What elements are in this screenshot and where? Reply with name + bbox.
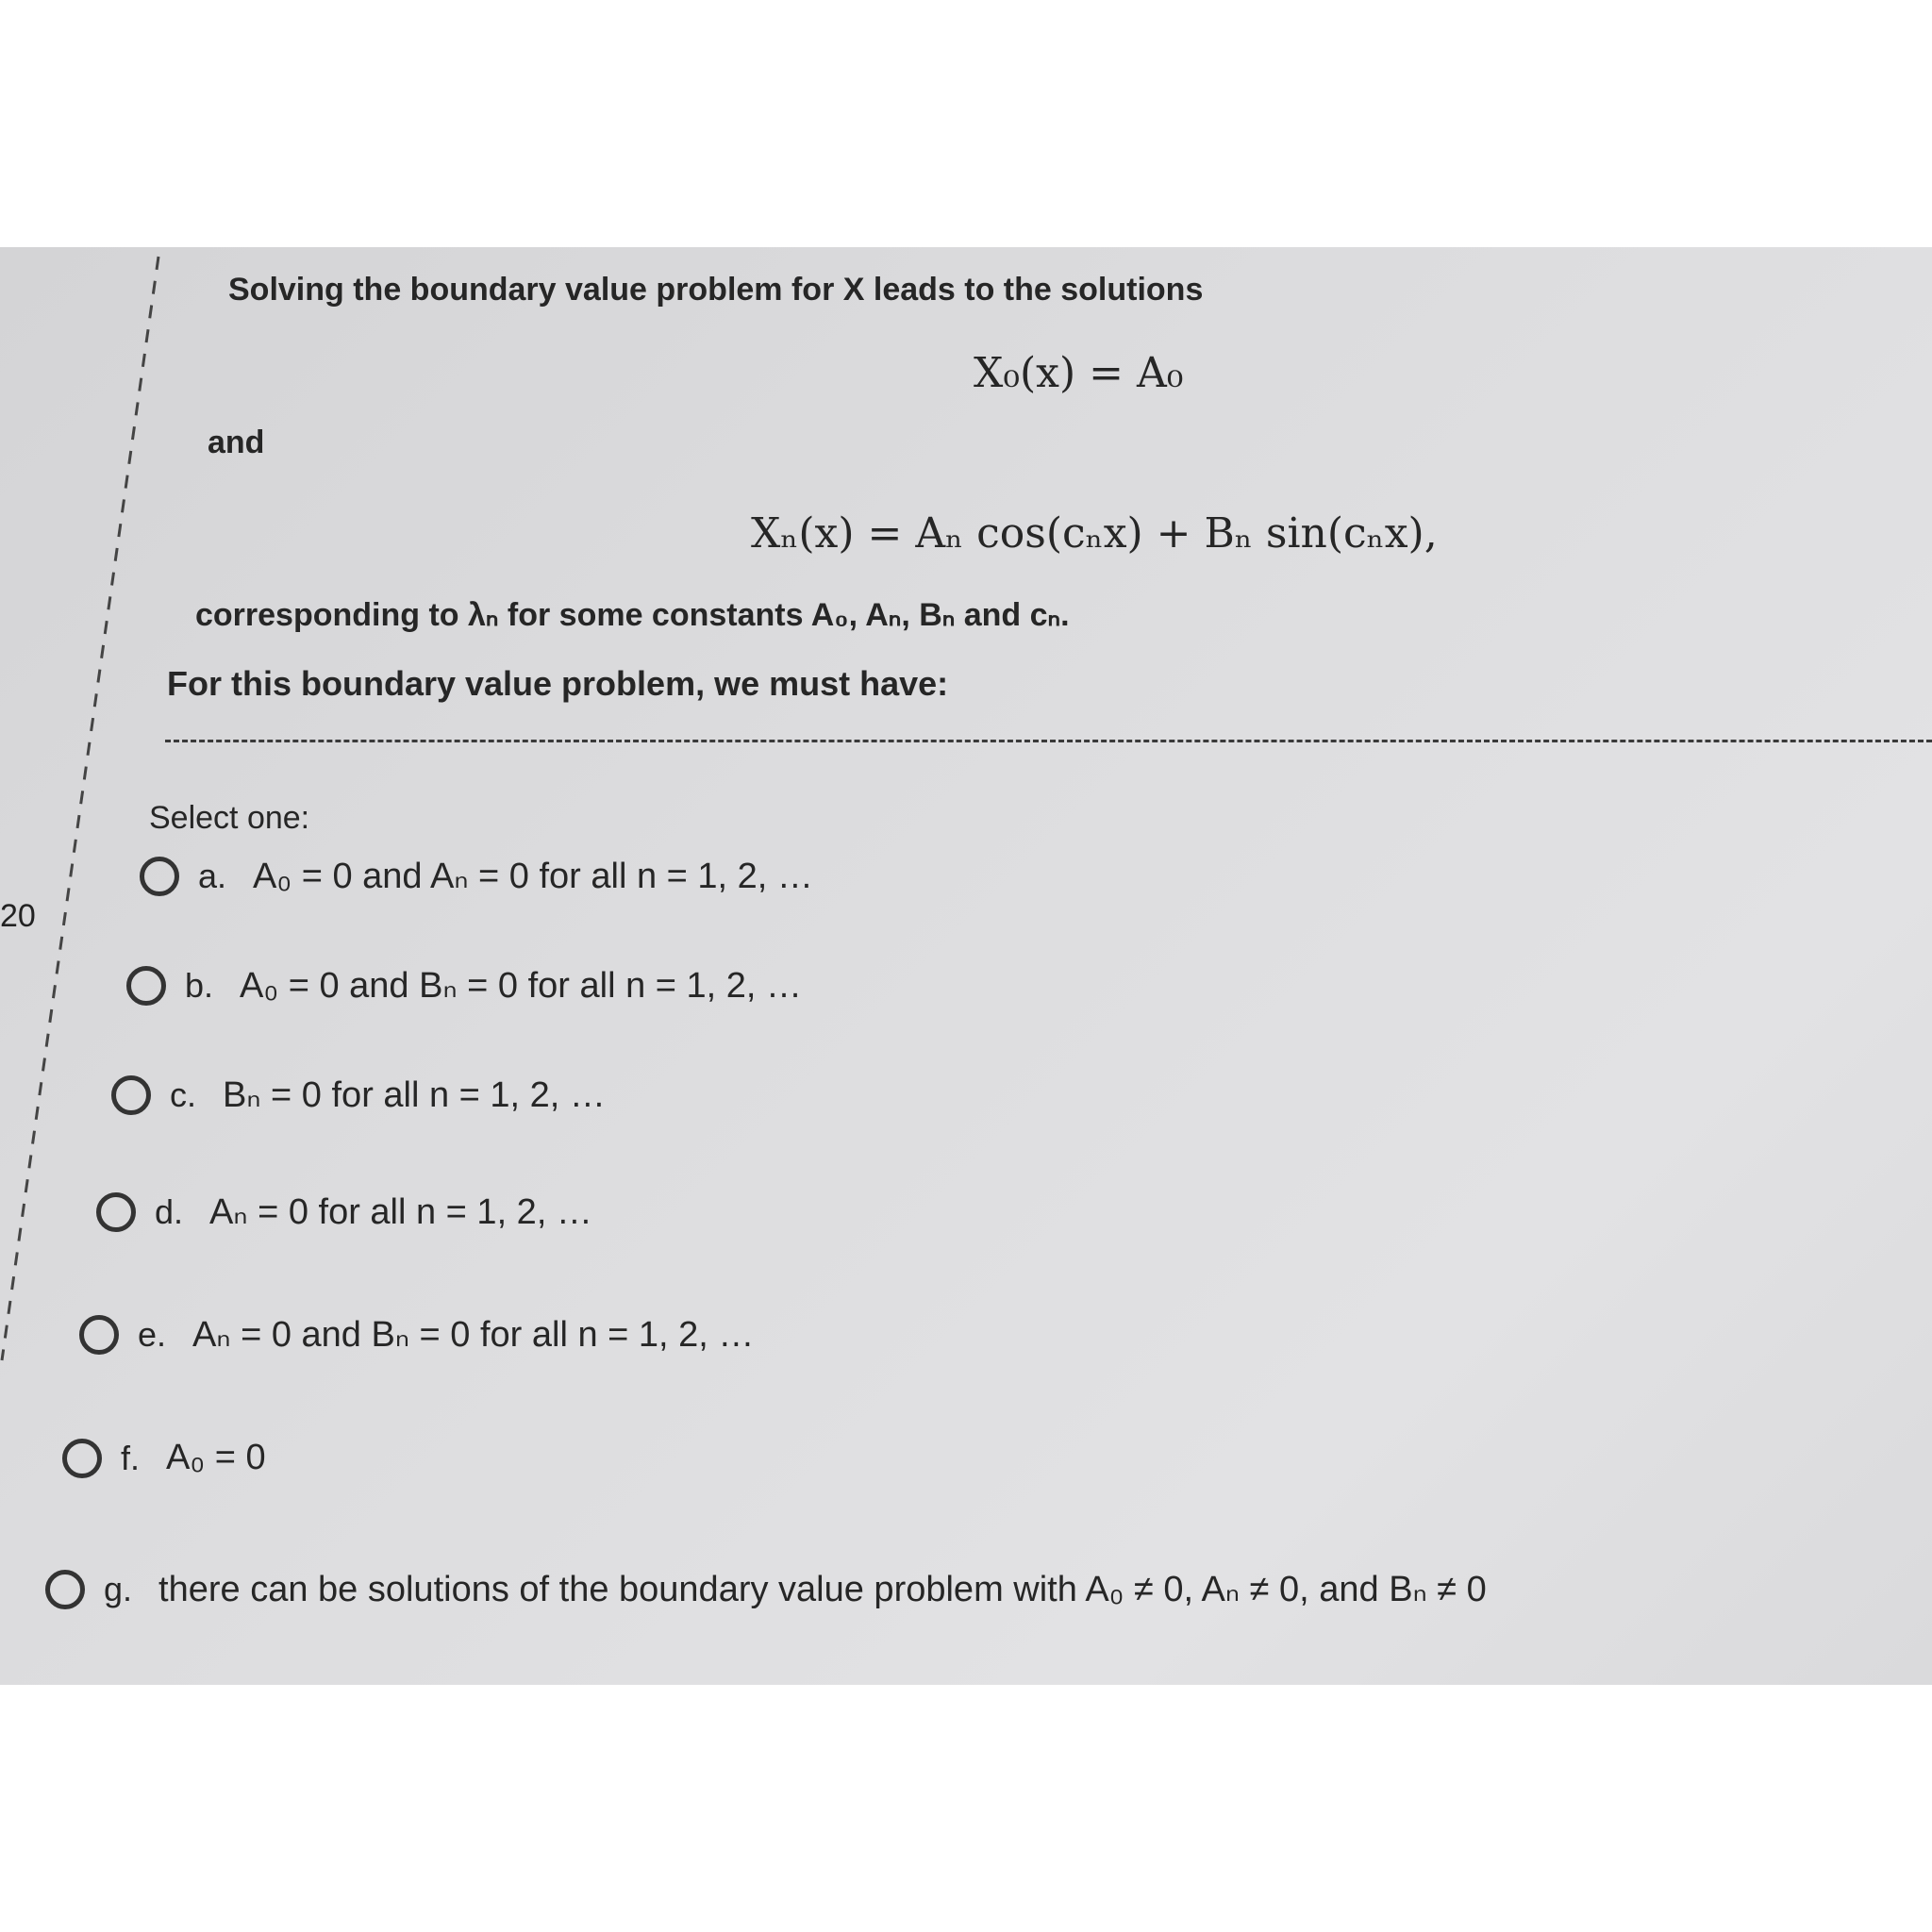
option-e-text: Aₙ = 0 and Bₙ = 0 for all n = 1, 2, … [192,1315,755,1355]
connector-and: and [208,425,265,460]
corresponding-text: corresponding to λₙ for some constants A₀, Aₙ, Bₙ and cₙ. [195,597,1070,633]
option-a-letter: a. [198,856,227,895]
question-intro: Solving the boundary value problem for X leads to the solutions [228,272,1204,308]
option-d[interactable] [96,1191,592,1233]
option-c[interactable] [111,1074,606,1116]
option-a-text: A₀ = 0 and Aₙ = 0 for all n = 1, 2, … [253,857,813,896]
option-g-letter: g. [104,1569,133,1608]
option-e-letter: e. [138,1314,167,1354]
question-prompt: For this boundary value problem, we must have: [167,664,949,703]
quiz-screen [0,247,1932,1685]
option-a[interactable] [140,855,813,897]
option-g[interactable] [45,1568,1487,1610]
option-f-letter: f. [121,1438,141,1477]
radio-b[interactable] [126,966,166,1006]
option-f[interactable] [62,1438,266,1478]
select-one-label: Select one: [149,800,310,836]
radio-c[interactable] [111,1075,151,1115]
separator-dashed [165,740,1932,742]
radio-d[interactable] [96,1192,136,1232]
option-b-letter: b. [185,965,214,1005]
option-d-text: Aₙ = 0 for all n = 1, 2, … [209,1192,592,1232]
option-e[interactable] [79,1313,754,1356]
radio-a[interactable] [140,857,179,896]
option-g-text: there can be solutions of the boundary value problem with A₀ ≠ 0, Aₙ ≠ 0, and Bₙ ≠ 0 [158,1570,1487,1609]
option-f-text: A₀ = 0 [166,1438,266,1477]
option-c-letter: c. [170,1074,197,1114]
option-b[interactable] [126,964,802,1007]
option-b-text: A₀ = 0 and Bₙ = 0 for all n = 1, 2, … [240,966,803,1006]
option-c-text: Bₙ = 0 for all n = 1, 2, … [223,1075,606,1115]
equation-xn: Xₙ(x) = Aₙ cos(cₙx) + Bₙ sin(cₙx), [751,509,1438,558]
question-number: 20 [0,898,36,934]
equation-x0: X₀(x) = A₀ [974,349,1184,397]
radio-f[interactable] [62,1439,102,1478]
option-d-letter: d. [155,1191,184,1231]
radio-e[interactable] [79,1315,119,1355]
radio-g[interactable] [45,1570,85,1609]
